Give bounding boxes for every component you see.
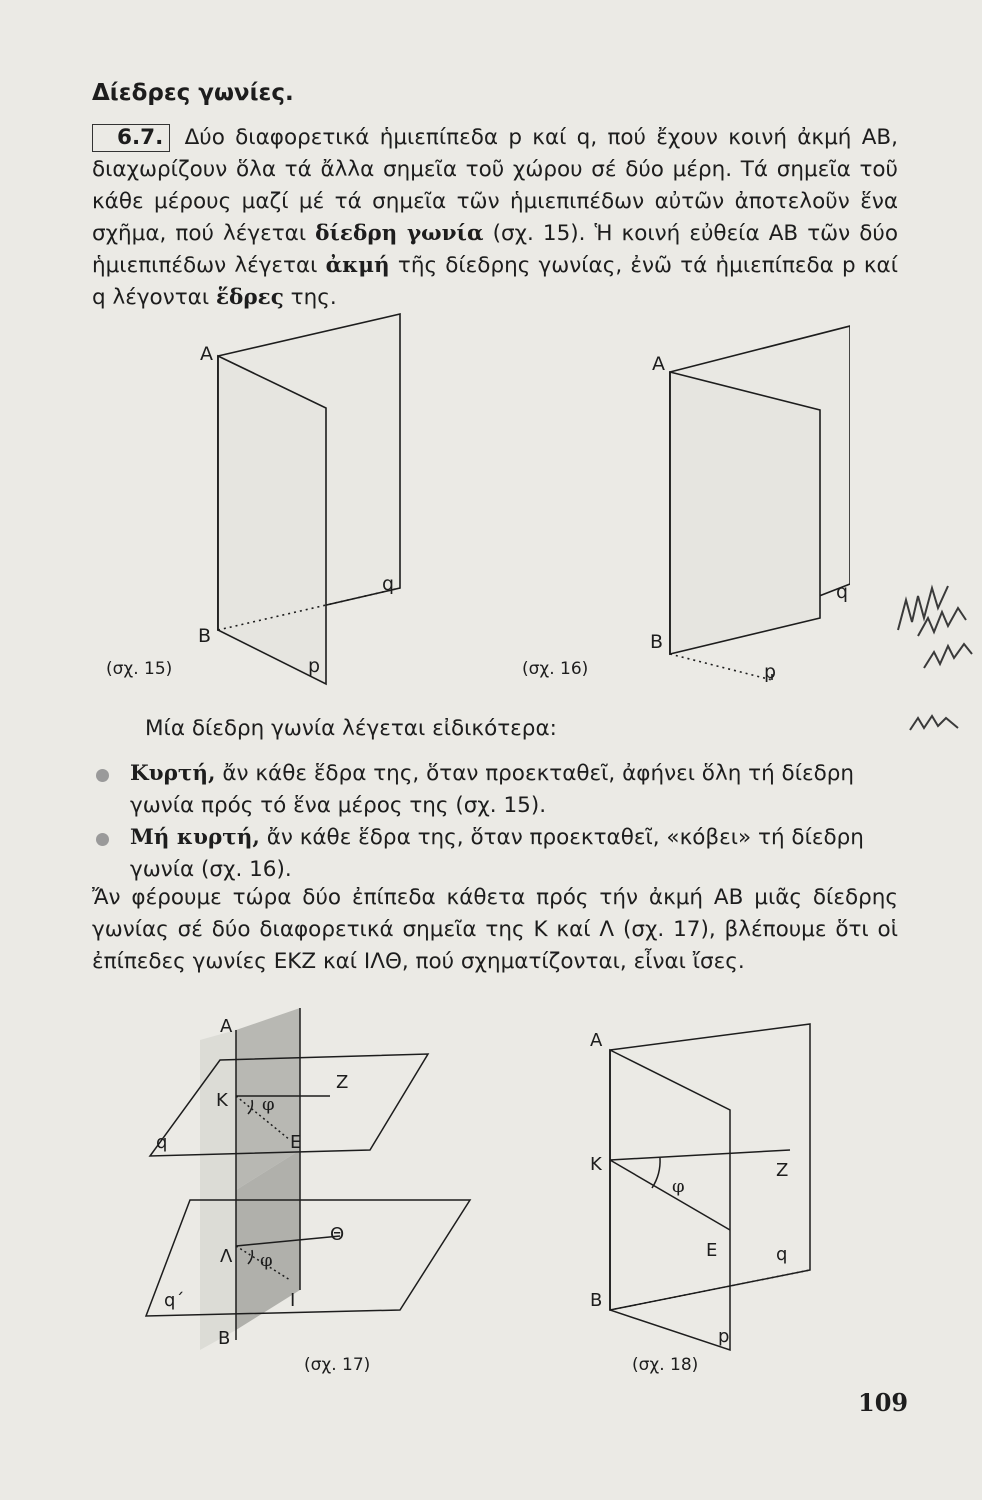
- half-plane-p: [610, 1050, 730, 1350]
- label-a: A: [220, 1016, 233, 1037]
- term-dihedral-angle: δίεδρη γωνία: [315, 221, 484, 246]
- term-faces: ἕδρες: [215, 285, 284, 310]
- paragraph-perpendicular-planes: Ἄν φέρουμε τώρα δύο ἐπίπεδα κάθετα πρός τήν ἀκμή AB μιᾶς δίεδρης γωνίας σέ δύο διαφορετικά σημεῖα της Κ καί Λ (σχ. 17), βλέπουμε ὅτι οἱ ἐπίπεδες γωνίες ΕΚΖ καί ΙΛΘ, πού σχηματίζονται, εἶναι ἴσες.: [92, 885, 898, 974]
- label-q: q: [382, 573, 395, 595]
- label-p: p: [764, 661, 777, 683]
- label-b: B: [650, 631, 664, 653]
- label-a: A: [590, 1030, 603, 1051]
- half-plane-p: [218, 356, 326, 684]
- label-e: E: [706, 1240, 718, 1261]
- label-z: Z: [776, 1160, 789, 1181]
- label-q: q: [776, 1244, 788, 1265]
- label-a: A: [652, 353, 665, 375]
- label-a: A: [200, 343, 213, 365]
- subtypes-intro: Μία δίεδρη γωνία λέγεται εἰδικότερα:: [145, 716, 557, 741]
- face-light-upper: [200, 1030, 236, 1350]
- para1-part-c: τῆς δίεδρης γωνίας, ἐνῶ τά ἡμιεπίπεδα p καί q λέγονται: [92, 253, 898, 310]
- convex-definition: ἄν κάθε ἕδρα της, ὅταν προεκταθεῖ, ἀφήνει ὅλη τή δίεδρη γωνία πρός τό ἕνα μέρος της (σχ. 15).: [130, 761, 855, 818]
- figure-16-caption: (σχ. 16): [522, 659, 589, 679]
- figure-15: [100, 312, 420, 704]
- section-heading: Δίεδρες γωνίες.: [92, 80, 294, 106]
- plane-l: [146, 1200, 470, 1316]
- label-k: K: [590, 1154, 602, 1175]
- label-p: p: [308, 655, 321, 677]
- term-nonconvex: Μή κυρτή,: [130, 825, 260, 850]
- label-lambda: Λ: [220, 1246, 233, 1267]
- figure-17: [140, 1000, 485, 1380]
- label-z: Z: [336, 1072, 349, 1093]
- label-q-prime: q΄: [164, 1290, 185, 1311]
- para1-part-d: της.: [290, 285, 337, 310]
- label-q: q: [836, 581, 849, 603]
- para1-part-b: (σχ. 15). Ἡ κοινή εὐθεία AB τῶν δύο ἡμιεπιπέδων λέγεται: [92, 221, 898, 278]
- label-p: p: [718, 1326, 730, 1347]
- figure-18-caption: (σχ. 18): [632, 1355, 699, 1375]
- label-e: E: [290, 1132, 302, 1153]
- bullet-convex: [96, 758, 898, 822]
- label-k: K: [216, 1090, 228, 1111]
- label-b: B: [590, 1290, 603, 1311]
- half-plane-q: [670, 372, 820, 654]
- figure-16: [520, 324, 850, 704]
- label-theta: Θ: [330, 1224, 345, 1245]
- label-phi-upper: φ: [262, 1094, 275, 1115]
- section-number: 6.7.: [92, 124, 170, 152]
- term-convex: Κυρτή,: [130, 761, 216, 786]
- figure-15-caption: (σχ. 15): [106, 659, 173, 679]
- page-number: 109: [858, 1388, 909, 1417]
- bullet-dot-icon: [96, 769, 109, 782]
- label-phi-lower: φ: [260, 1250, 273, 1271]
- label-phi: φ: [672, 1176, 685, 1197]
- term-edge: ἀκμή: [325, 253, 390, 278]
- label-q: q: [156, 1132, 168, 1153]
- para1-part-a: Δύο διαφορετικά ἡμιεπίπεδα p καί q, πού ἔχουν κοινή ἀκμή AB, διαχωρίζουν ὅλα τά ἄλλα σημεῖα τοῦ χώρου σέ δύο μέρη. Τά σημεῖα τοῦ κάθε μέρους μαζί μέ τά σημεῖα τῶν ἡμιεπιπέδων αὐτῶν ἀποτελοῦν ἕνα σχῆμα, πού λέγεται: [92, 125, 898, 246]
- label-b: B: [218, 1328, 231, 1349]
- figure-18: [580, 1020, 830, 1380]
- bullet-nonconvex: [96, 822, 898, 886]
- label-b: B: [198, 625, 212, 647]
- pencil-scribbles: [890, 560, 982, 760]
- bullet-dot-icon: [96, 833, 109, 846]
- hidden-edge: [670, 654, 772, 680]
- paragraph-definition: [92, 122, 898, 314]
- nonconvex-definition: ἄν κάθε ἕδρα της, ὅταν προεκταθεῖ, «κόβει» τή δίεδρη γωνία (σχ. 16).: [130, 825, 864, 882]
- label-i: I: [290, 1290, 296, 1311]
- figure-17-caption: (σχ. 17): [304, 1355, 371, 1375]
